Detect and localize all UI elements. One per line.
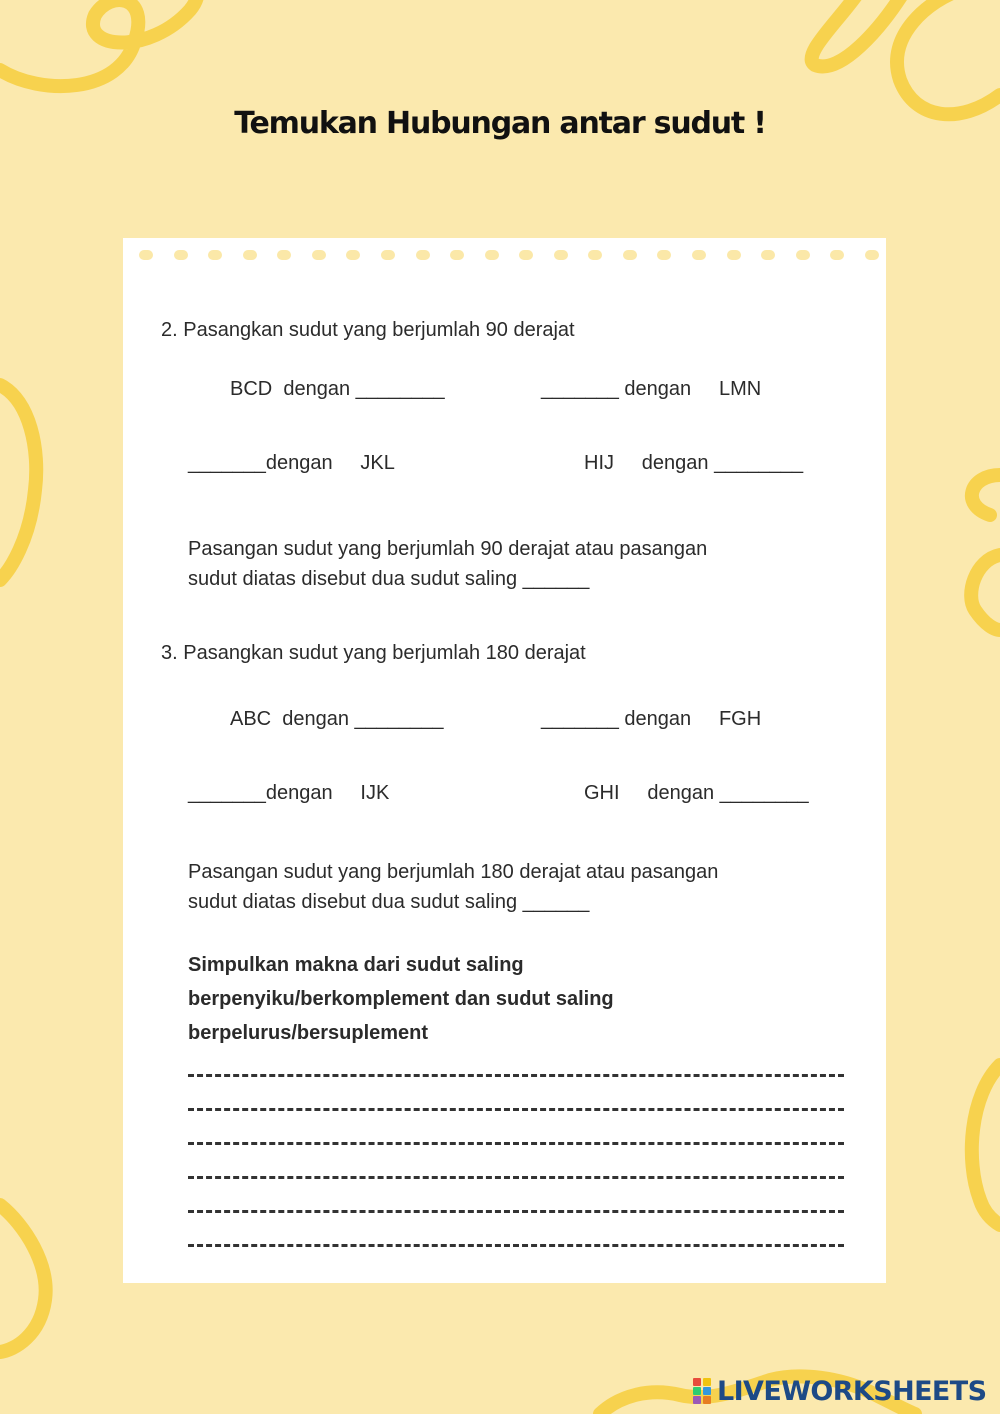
paper-perforation xyxy=(139,250,879,262)
perforation-dot xyxy=(865,250,879,260)
page-title: Temukan Hubungan antar sudut ! xyxy=(234,106,766,141)
worksheet-paper xyxy=(123,238,886,1283)
answer-line[interactable] xyxy=(188,1108,844,1111)
conclusion-prompt-line2: berpenyiku/berkomplement dan sudut saling xyxy=(188,988,614,1010)
perforation-dot xyxy=(623,250,637,260)
answer-line[interactable] xyxy=(188,1244,844,1247)
doodle-right-middle xyxy=(971,475,1000,630)
perforation-dot xyxy=(346,250,360,260)
perforation-dot xyxy=(485,250,499,260)
perforation-dot xyxy=(830,250,844,260)
question-2-heading: 2. Pasangkan sudut yang berjumlah 90 derajat xyxy=(161,319,575,341)
perforation-dot xyxy=(174,250,188,260)
doodle-top-right xyxy=(812,0,1000,114)
brand-name: LIVEWORKSHEETS xyxy=(717,1375,987,1407)
question-2-row2-right[interactable]: HIJ dengan ________ xyxy=(584,452,804,474)
question-3-row1-left[interactable]: ABC dengan ________ xyxy=(230,708,444,730)
perforation-dot xyxy=(139,250,153,260)
perforation-dot xyxy=(450,250,464,260)
perforation-dot xyxy=(554,250,568,260)
perforation-dot xyxy=(761,250,775,260)
answer-line[interactable] xyxy=(188,1142,844,1145)
answer-line[interactable] xyxy=(188,1176,844,1179)
question-3-row1-right[interactable]: _______ dengan FGH xyxy=(541,708,762,730)
question-3-heading: 3. Pasangkan sudut yang berjumlah 180 derajat xyxy=(161,642,586,664)
perforation-dot xyxy=(727,250,741,260)
doodle-right-bottom xyxy=(972,1065,1000,1225)
doodle-top-left xyxy=(0,0,197,86)
perforation-dot xyxy=(796,250,810,260)
perforation-dot xyxy=(416,250,430,260)
question-2-row1-right[interactable]: _______ dengan LMN xyxy=(541,378,762,400)
perforation-dot xyxy=(312,250,326,260)
question-3-summary-line1: Pasangan sudut yang berjumlah 180 derajat atau pasangan xyxy=(188,861,719,883)
doodle-left-bottom xyxy=(0,1205,46,1352)
perforation-dot xyxy=(692,250,706,260)
question-2-row1-left[interactable]: BCD dengan ________ xyxy=(230,378,445,400)
question-3-row2-left[interactable]: _______dengan IJK xyxy=(188,782,390,804)
perforation-dot xyxy=(277,250,291,260)
perforation-dot xyxy=(657,250,671,260)
question-2-summary-line1: Pasangan sudut yang berjumlah 90 derajat atau pasangan xyxy=(188,538,708,560)
perforation-dot xyxy=(588,250,602,260)
perforation-dot xyxy=(243,250,257,260)
perforation-dot xyxy=(381,250,395,260)
question-2-row2-left[interactable]: _______dengan JKL xyxy=(188,452,395,474)
question-2-summary-line2[interactable]: sudut diatas disebut dua sudut saling ______ xyxy=(188,568,590,590)
liveworksheets-logo-icon xyxy=(693,1378,713,1404)
question-3-summary-line2[interactable]: sudut diatas disebut dua sudut saling ______ xyxy=(188,891,590,913)
conclusion-prompt-line3: berpelurus/bersuplement xyxy=(188,1022,429,1044)
perforation-dot xyxy=(208,250,222,260)
question-3-row2-right[interactable]: GHI dengan ________ xyxy=(584,782,809,804)
perforation-dot xyxy=(519,250,533,260)
conclusion-prompt-line1: Simpulkan makna dari sudut saling xyxy=(188,954,524,976)
doodle-left-middle xyxy=(0,385,36,580)
liveworksheets-logo[interactable] xyxy=(693,1373,986,1409)
answer-line[interactable] xyxy=(188,1210,844,1213)
answer-line[interactable] xyxy=(188,1074,844,1077)
